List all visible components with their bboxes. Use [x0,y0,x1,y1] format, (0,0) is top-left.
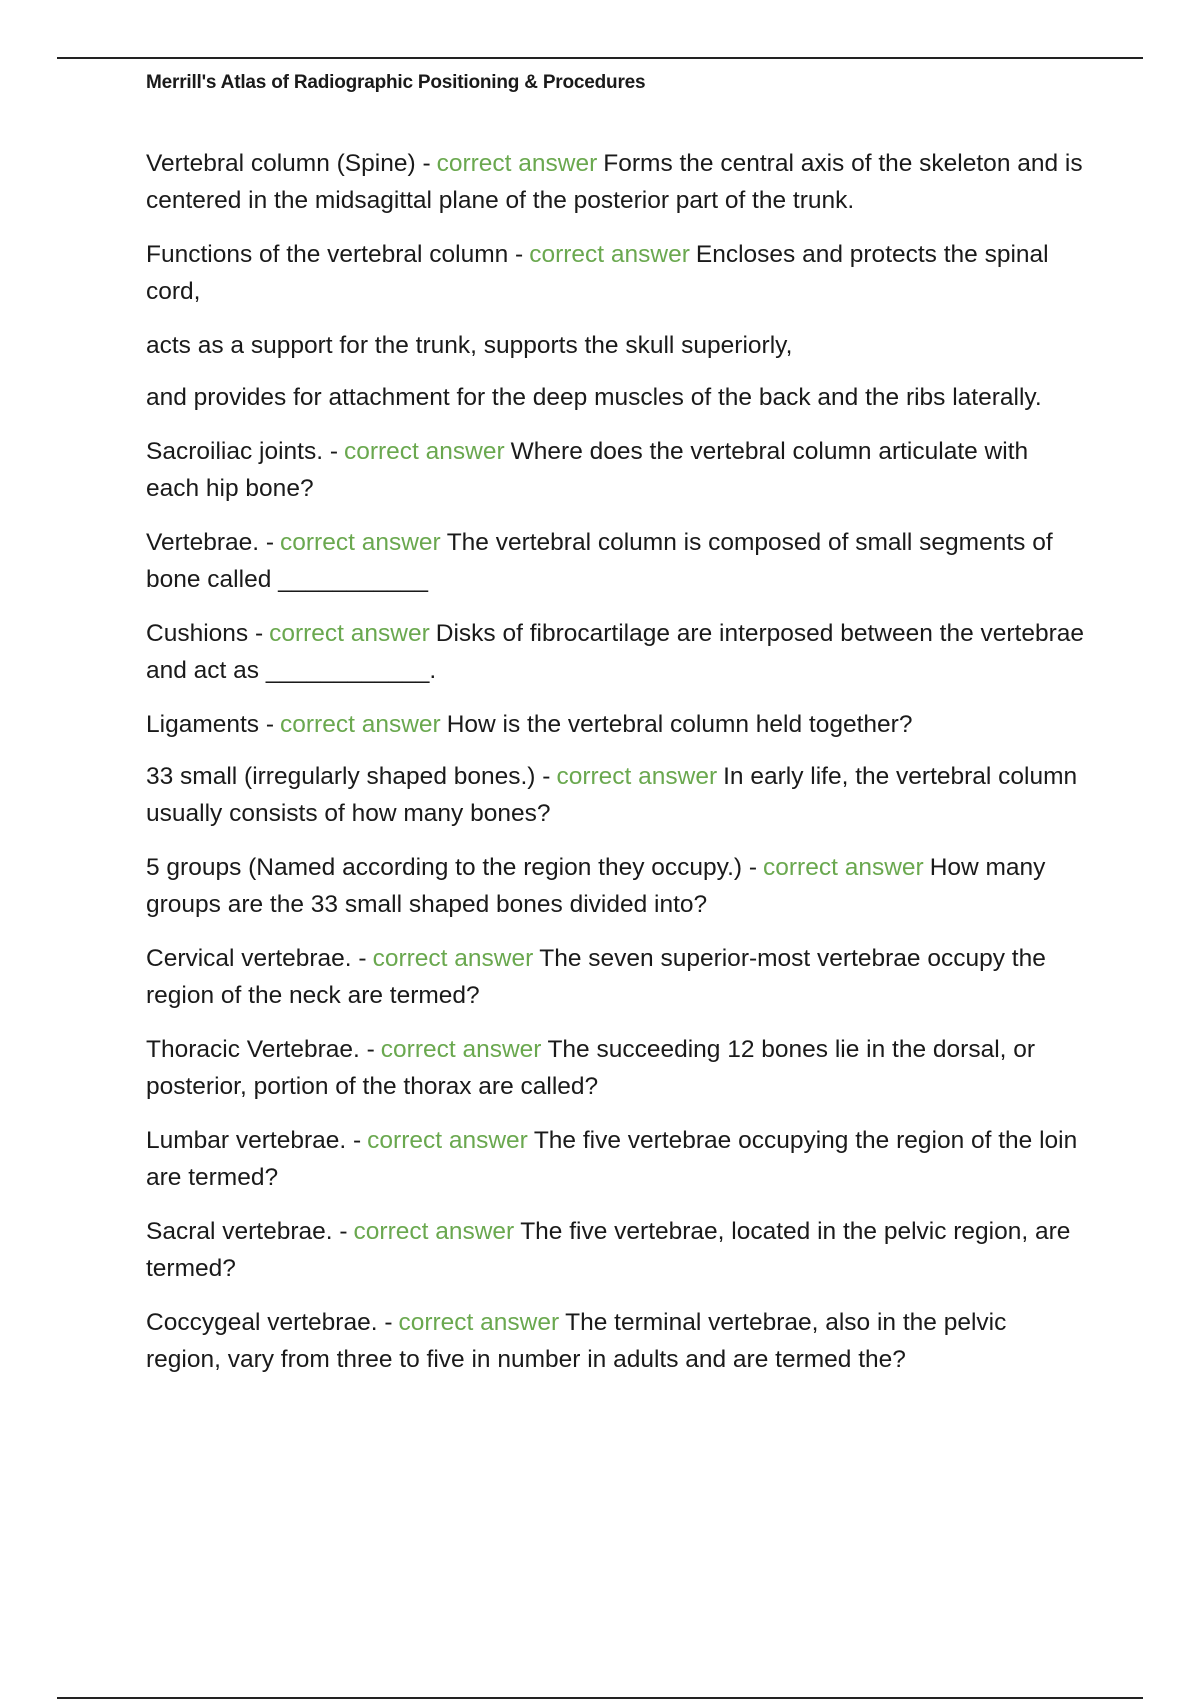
entry-term: Sacroiliac joints. - [146,438,338,465]
entry-term: Vertebrae. - [146,529,275,556]
flashcard-list [146,145,1086,1395]
entry-term: Thoracic Vertebrae. - [146,1036,375,1063]
correct-answer-label: correct answer [529,241,690,268]
correct-answer-label: correct answer [436,150,598,177]
entry-text: acts as a support for the trunk, supports the skull superiorly, [146,332,793,359]
entry-text: How is the vertebral column held together? [446,711,913,738]
entry-33-small-bones [146,758,1086,832]
entry-sacral-vertebrae [146,1213,1086,1287]
entry-vertebral-column [146,145,1086,219]
entry-term: Ligaments - [146,711,275,738]
entry-thoracic-vertebrae [146,1031,1086,1105]
entry-text: The terminal vertebrae, also in the pelvic region, vary from three to five in number in adults and are termed the? [146,1309,1007,1373]
entry-ligaments [146,706,1086,743]
footer-rule [57,1697,1143,1699]
correct-answer-label: correct answer [398,1309,560,1336]
entry-text: The five vertebrae occupying the region of the loin are termed? [146,1127,1078,1191]
entry-cushions [146,615,1086,689]
entry-functions-continued-2 [146,379,1086,416]
entry-5-groups [146,849,1086,923]
entry-text: and provides for attachment for the deep muscles of the back and the ribs laterally. [146,384,1042,411]
entry-text: The succeeding 12 bones lie in the dorsal, or posterior, portion of the thorax are called? [146,1036,1036,1100]
entry-functions-continued-1 [146,327,1086,364]
entry-text: Forms the central axis of the skeleton and is centered in the midsagittal plane of the posterior part of the trunk. [146,150,1083,214]
correct-answer-label: correct answer [280,529,441,556]
entry-text: The vertebral column is composed of small segments of bone called ___________ [146,529,1053,593]
entry-text: In early life, the vertebral column usually consists of how many bones? [146,763,1078,827]
entry-text: Encloses and protects the spinal cord, [146,241,1049,305]
entry-lumbar-vertebrae [146,1122,1086,1196]
correct-answer-label: correct answer [763,854,924,881]
entry-term: Sacral vertebrae. - [146,1218,348,1245]
header-rule [57,57,1143,59]
entry-sacroiliac-joints [146,433,1086,507]
correct-answer-label: correct answer [380,1036,542,1063]
entry-term: Vertebral column (Spine) - [146,150,431,177]
correct-answer-label: correct answer [556,763,718,790]
correct-answer-label: correct answer [353,1218,515,1245]
correct-answer-label: correct answer [269,620,430,647]
entry-term: Cervical vertebrae. - [146,945,367,972]
entry-term: Functions of the vertebral column - [146,241,524,268]
entry-term: Cushions - [146,620,264,647]
entry-coccygeal-vertebrae [146,1304,1086,1378]
entry-term: 33 small (irregularly shaped bones.) - [146,763,551,790]
entry-functions [146,236,1086,310]
entry-text: The five vertebrae, located in the pelvic region, are termed? [146,1218,1071,1282]
entry-text: Where does the vertebral column articulate with each hip bone? [146,438,1029,502]
entry-term: 5 groups (Named according to the region they occupy.) - [146,854,758,881]
entry-text: Disks of fibrocartilage are interposed between the vertebrae and act as ____________. [146,620,1085,684]
entry-text: How many groups are the 33 small shaped bones divided into? [146,854,1046,918]
correct-answer-label: correct answer [280,711,441,738]
correct-answer-label: correct answer [372,945,534,972]
document-header-title: Merrill's Atlas of Radiographic Positioning & Procedures [146,72,646,93]
entry-term: Coccygeal vertebrae. - [146,1309,393,1336]
entry-cervical-vertebrae [146,940,1086,1014]
correct-answer-label: correct answer [343,438,505,465]
entry-term: Lumbar vertebrae. - [146,1127,362,1154]
entry-text: The seven superior-most vertebrae occupy the region of the neck are termed? [146,945,1046,1009]
correct-answer-label: correct answer [367,1127,528,1154]
entry-vertebrae [146,524,1086,598]
